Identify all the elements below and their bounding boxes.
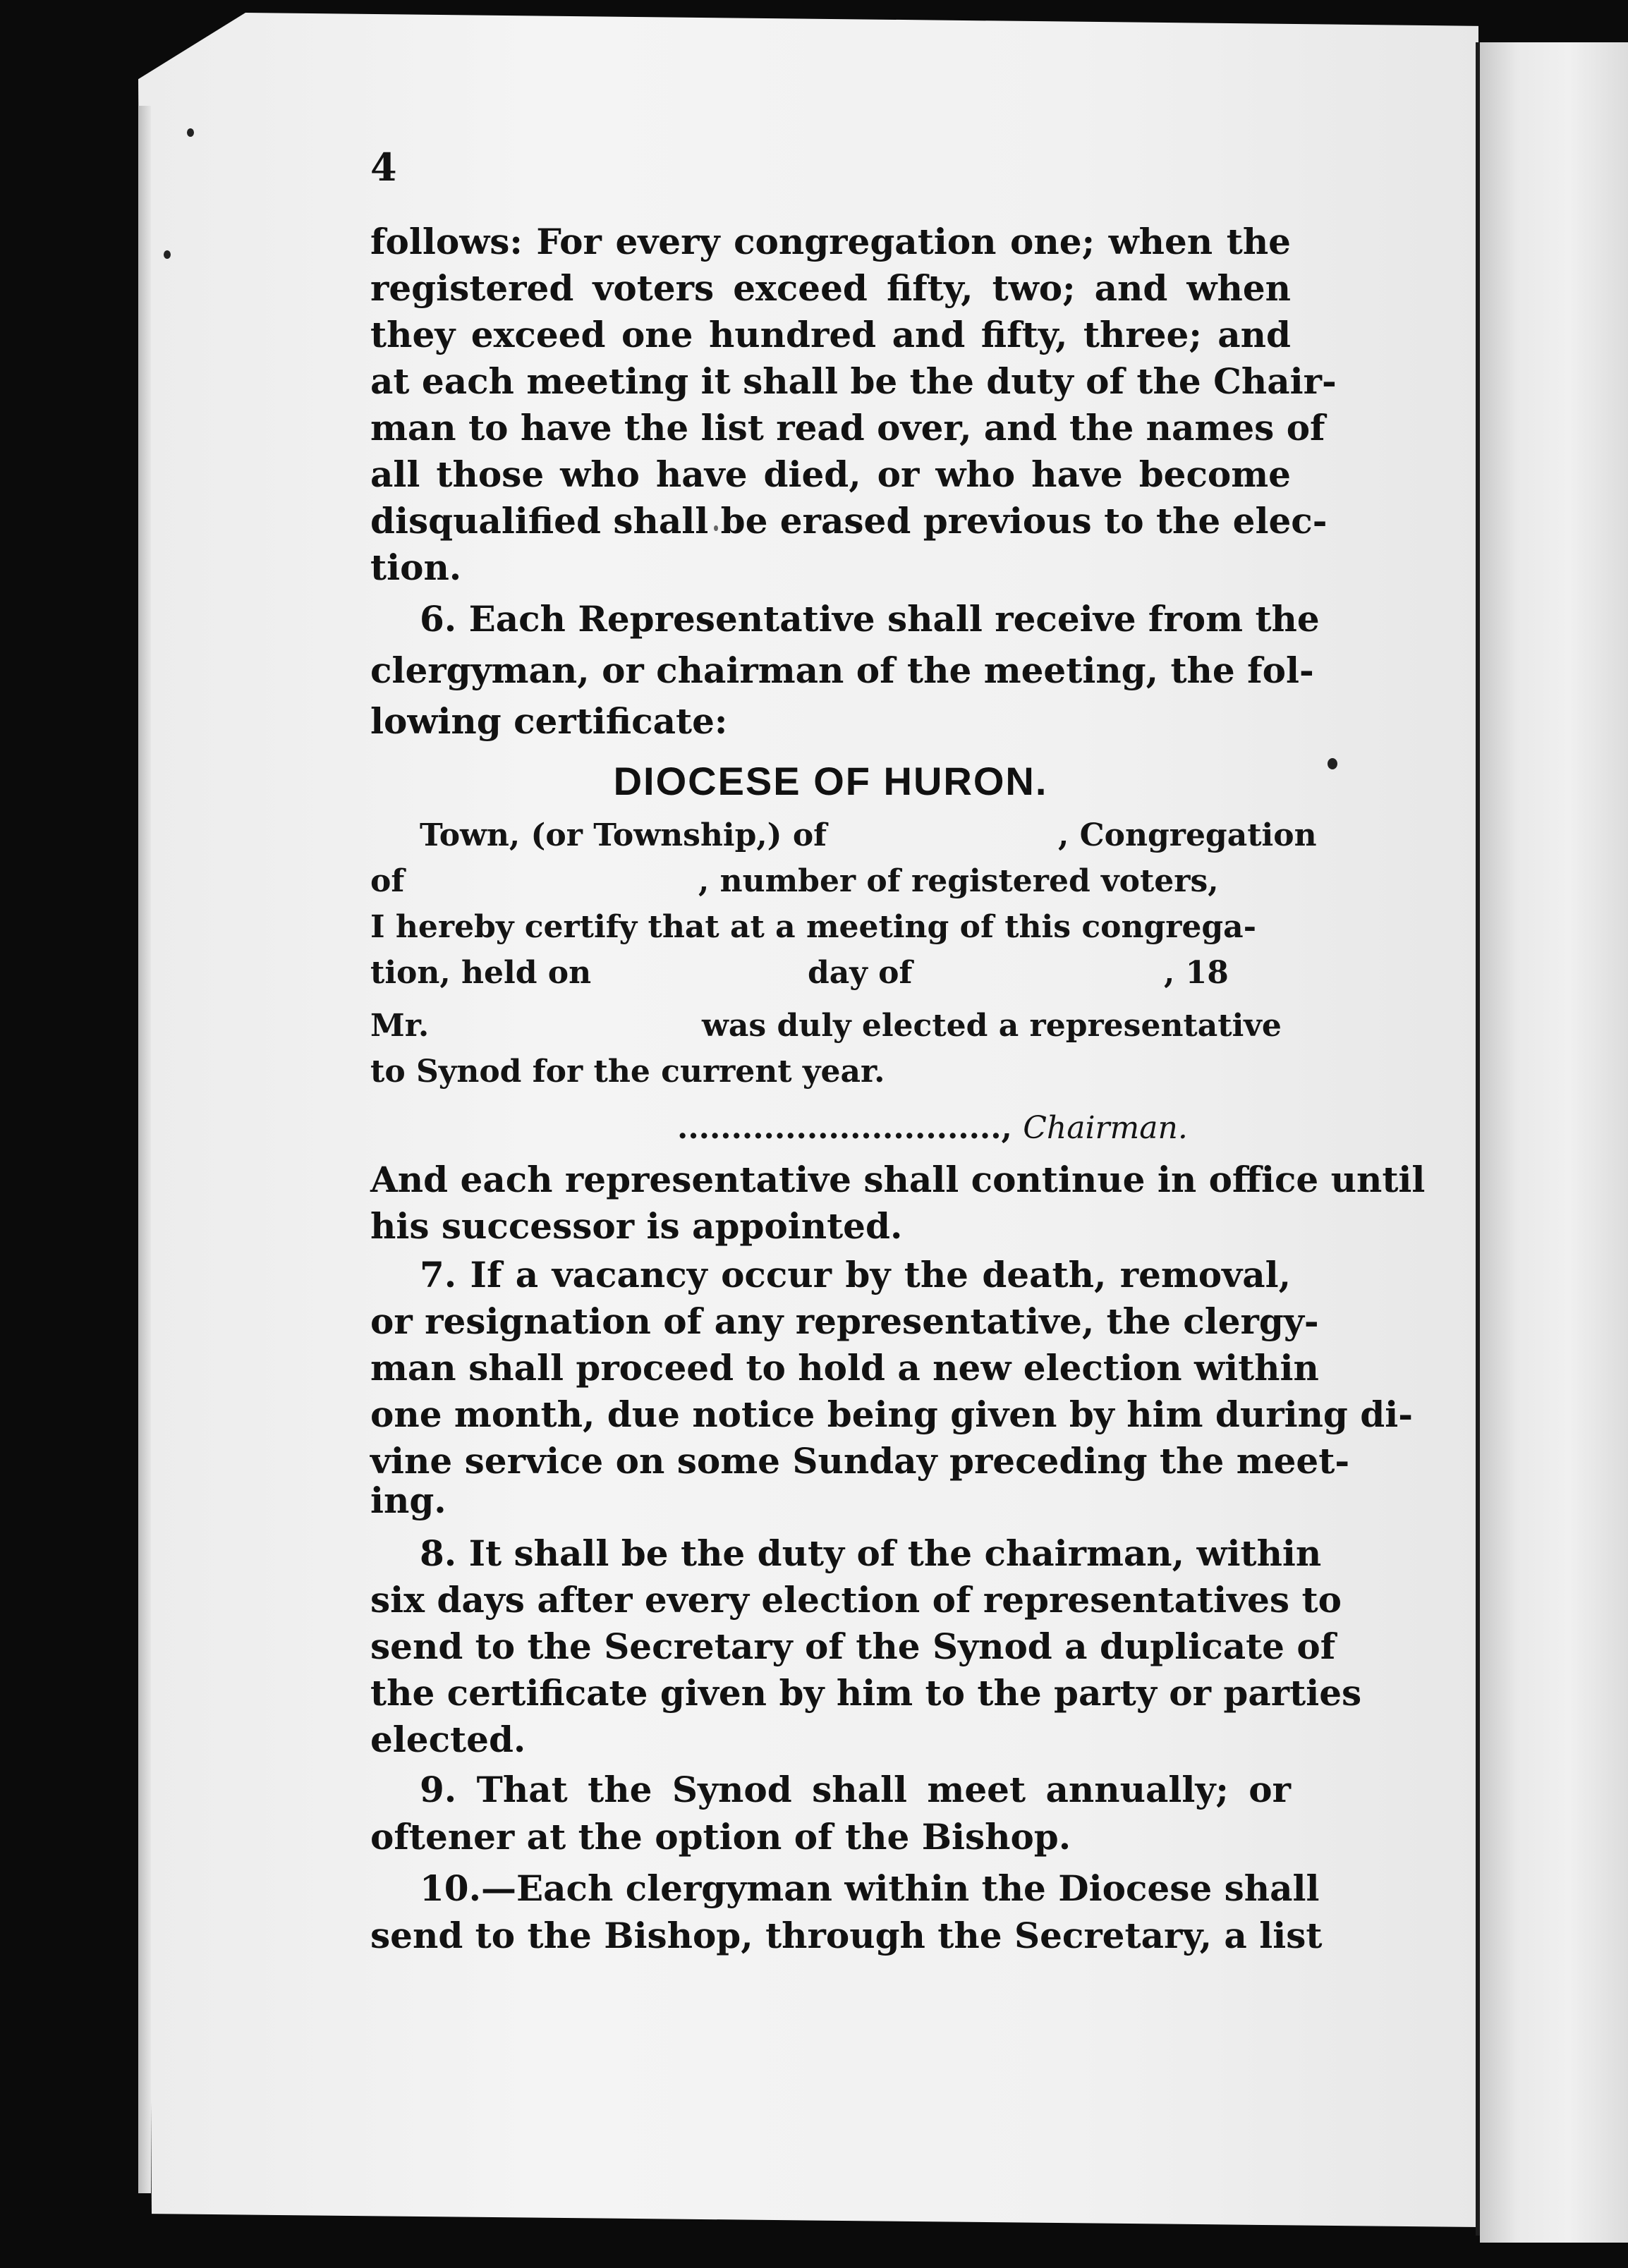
form-text: day of — [808, 955, 913, 991]
text-line: elected. — [370, 1719, 526, 1760]
text-line: follows: For every congregation one; when the — [370, 221, 1291, 262]
text-line: man shall proceed to hold a new election within — [370, 1347, 1319, 1389]
text-line: send to the Secretary of the Synod a duplicate of — [370, 1626, 1336, 1667]
form-text: , 18 — [1164, 955, 1229, 991]
page-binding-shadow — [138, 106, 151, 2193]
text-line: one month, due notice being given by him during di- — [370, 1394, 1414, 1435]
text-line: vine service on some Sunday preceding the meet- — [370, 1440, 1350, 1482]
text-line: disqualified shall be erased previous to the elec- — [370, 500, 1328, 542]
page-border-line — [1476, 42, 1480, 2236]
text-line: lowing certificate: — [370, 700, 728, 742]
text-line: 8. It shall be the duty of the chairman, within — [420, 1532, 1322, 1574]
form-text: Mr. — [370, 1008, 430, 1044]
text-line: the certificate given by him to the party or parties — [370, 1672, 1362, 1714]
text-line: tion. — [370, 547, 462, 588]
scan-speck — [164, 250, 171, 259]
form-text: Town, (or Township,) of — [420, 817, 827, 853]
certificate-row — [370, 860, 1291, 903]
form-text: tion, held on — [370, 955, 592, 991]
text-line: man to have the list read over, and the names of — [370, 407, 1325, 449]
scan-speck — [187, 128, 194, 137]
text-line: or resignation of any representative, the clergy- — [370, 1300, 1319, 1342]
signature-dots: .............................., — [677, 1110, 1012, 1146]
text-line: send to the Bishop, through the Secretary, a list — [370, 1915, 1323, 1956]
text-line: 10.—Each clergyman within the Diocese shall — [420, 1867, 1320, 1909]
certificate-row — [370, 906, 1291, 949]
text-line: registered voters exceed fifty, two; and when — [370, 267, 1291, 309]
page-number: 4 — [370, 145, 397, 190]
certificate-heading: DIOCESE OF HURON. — [613, 759, 1048, 803]
text-line: 9. That the Synod shall meet annually; or — [420, 1769, 1291, 1810]
form-text: to Synod for the current year. — [370, 1054, 885, 1090]
form-text: was duly elected a representative — [702, 1008, 1282, 1044]
text-line: ing. — [370, 1480, 447, 1521]
certificate-row — [370, 952, 1291, 994]
certificate-row — [370, 1051, 1291, 1093]
text-line: they exceed one hundred and fifty, three; and — [370, 314, 1291, 355]
form-text: , Congregation — [1058, 817, 1317, 853]
text-line: And each representative shall continue in office until — [370, 1159, 1426, 1200]
text-line: 7. If a vacancy occur by the death, removal, — [420, 1254, 1291, 1295]
certificate-row — [370, 815, 1317, 857]
text-line: 6. Each Representative shall receive from the — [420, 598, 1320, 640]
text-line: at each meeting it shall be the duty of the Chair- — [370, 360, 1337, 402]
facing-page-edge — [1480, 42, 1628, 2243]
signature-role: Chairman. — [1023, 1110, 1188, 1146]
form-text: , number of registered voters, — [698, 863, 1219, 899]
certificate-row — [370, 1005, 1291, 1047]
form-text: I hereby certify that at a meeting of this congrega- — [370, 909, 1256, 945]
form-text: of — [370, 863, 405, 899]
text-line: six days after every election of representatives to — [370, 1579, 1342, 1621]
scan-speck — [1328, 758, 1337, 769]
text-line: oftener at the option of the Bishop. — [370, 1816, 1071, 1858]
signature-line — [677, 1107, 1188, 1150]
text-line: clergyman, or chairman of the meeting, the fol- — [370, 650, 1314, 691]
text-line: all those who have died, or who have become — [370, 453, 1291, 495]
text-line: his successor is appointed. — [370, 1205, 903, 1247]
